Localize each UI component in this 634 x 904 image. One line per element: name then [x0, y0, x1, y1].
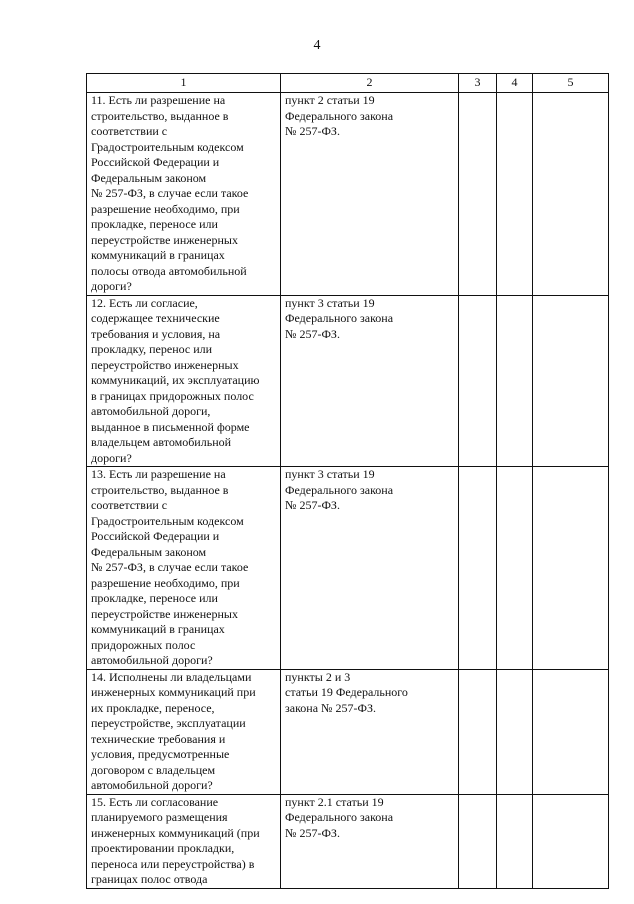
column-header-5: 5: [533, 74, 609, 93]
table-row: [87, 93, 609, 296]
question-cell: [87, 794, 281, 888]
question-cell: [87, 669, 281, 794]
answer-cell-4: [497, 467, 533, 670]
reference-text: пункт 2.1 статьи 19 Федерального закона № 257-ФЗ.: [285, 794, 394, 840]
answer-cell-3: [459, 669, 497, 794]
answer-cell-4: [497, 93, 533, 296]
answer-cell-5: [533, 669, 609, 794]
answer-cell-5: [533, 794, 609, 888]
question-text: 12. Есть ли согласие, содержащее технические требования и условия, на прокладку, перенос или переустройство инженерных коммуникаций, их эксплуатацию в границах придорожных полос автомобильной дороги, выданное в письменной форме владельцем автомобильной дороги?: [91, 295, 260, 465]
answer-cell-4: [497, 295, 533, 467]
answer-cell-5: [533, 467, 609, 670]
question-text: 15. Есть ли согласование планируемого размещения инженерных коммуникаций (при проектировании прокладки, переноса или переустройства) в границах полос отвода: [91, 794, 260, 886]
reference-text: пункты 2 и 3 статьи 19 Федерального закона № 257-ФЗ.: [285, 669, 408, 715]
answer-cell-5: [533, 93, 609, 296]
table-row: [87, 669, 609, 794]
table-row: [87, 295, 609, 467]
table-row: [87, 467, 609, 670]
table-row: [87, 794, 609, 888]
column-header-4: 4: [497, 74, 533, 93]
question-cell: [87, 467, 281, 670]
reference-cell: [281, 669, 459, 794]
question-cell: [87, 93, 281, 296]
column-header-1: 1: [87, 74, 281, 93]
reference-text: пункт 3 статьи 19 Федерального закона № 257-ФЗ.: [285, 295, 394, 341]
page-number: 4: [313, 38, 321, 53]
reference-cell: [281, 93, 459, 296]
answer-cell-3: [459, 467, 497, 670]
answer-cell-3: [459, 295, 497, 467]
reference-cell: [281, 295, 459, 467]
answer-cell-3: [459, 93, 497, 296]
question-text: 14. Исполнены ли владельцами инженерных коммуникаций при их прокладке, переносе, переустройстве, эксплуатации технические требования и условия, предусмотренные договором с владельцем автомобильной дороги?: [91, 669, 256, 792]
reference-cell: [281, 467, 459, 670]
question-cell: [87, 295, 281, 467]
column-header-3: 3: [459, 74, 497, 93]
question-text: 13. Есть ли разрешение на строительство, выданное в соответствии с Градостроительным кодексом Российской Федерации и Федеральным законом № 257-ФЗ, в случае если такое разрешение необходимо, при прокладке, переносе или переустройстве инженерных коммуникаций в границах придорожных полос автомобильной дороги?: [91, 467, 249, 667]
answer-cell-4: [497, 794, 533, 888]
header-row: [87, 74, 609, 93]
answer-cell-3: [459, 794, 497, 888]
reference-text: пункт 3 статьи 19 Федерального закона № 257-ФЗ.: [285, 467, 394, 512]
answer-cell-5: [533, 295, 609, 467]
reference-cell: [281, 794, 459, 888]
checklist-table: [86, 73, 609, 889]
answer-cell-4: [497, 669, 533, 794]
question-text: 11. Есть ли разрешение на строительство, выданное в соответствии с Градостроительным кодексом Российской Федерации и Федеральным законом № 257-ФЗ, в случае если такое разрешение необходимо, при прокладке, переносе или переустройстве инженерных коммуникаций в границах полосы отвода автомобильной дороги?: [91, 93, 249, 293]
column-header-2: 2: [281, 74, 459, 93]
reference-text: пункт 2 статьи 19 Федерального закона № 257-ФЗ.: [285, 93, 394, 138]
